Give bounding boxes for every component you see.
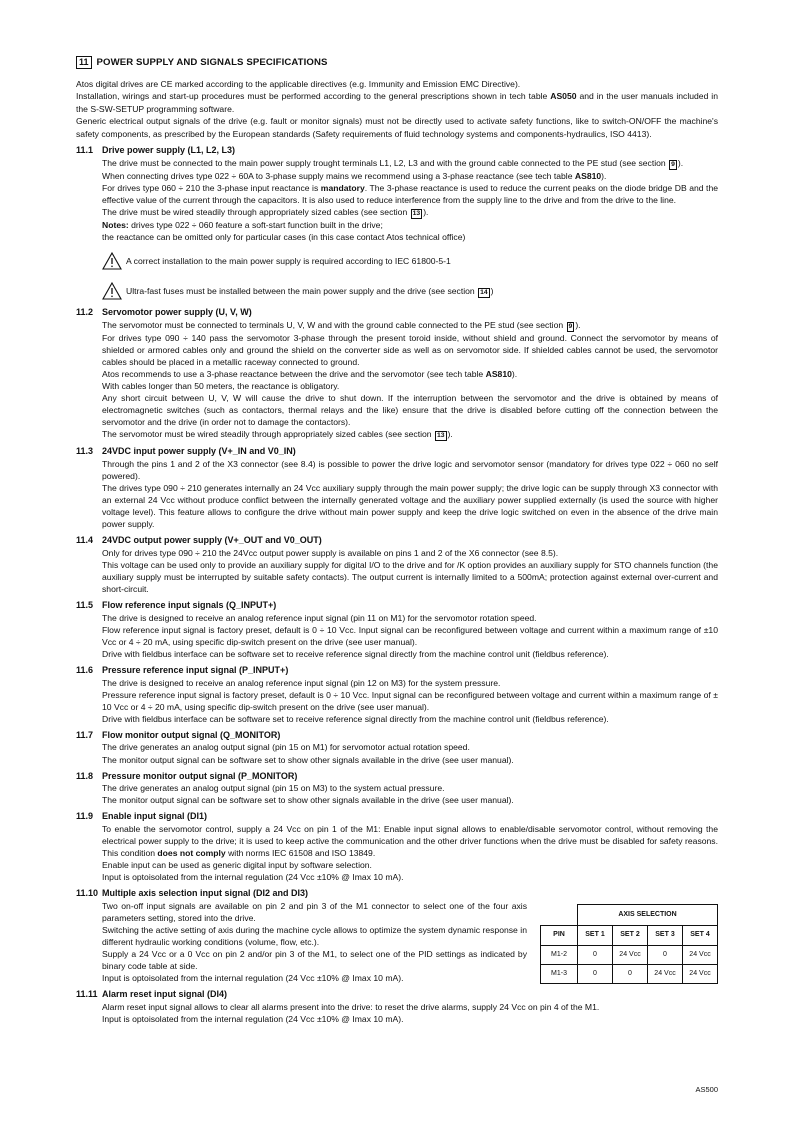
section-11-8 <box>76 770 718 807</box>
intro-text <box>76 78 718 140</box>
subsection-number: 11.3 <box>76 446 94 457</box>
axis-selection-table <box>540 904 718 985</box>
document-page <box>76 56 718 1025</box>
section-11-10 <box>76 887 718 984</box>
paragraph: The drives type 090 ÷ 210 generates internally an 24 Vcc auxiliary supply through the main power supply; the drive logic can be supply through X3 connector with an external 24 Vcc without produce conflict between the internally generated voltage and the auxiliary power supplied externally (is used the source with higher voltage level). This feature allows to configure the drive without main power supply and keep the drive logic switched on even in the absence of the drive main power supply. <box>102 482 718 530</box>
subsection-number: 11.11 <box>76 989 98 1000</box>
intro-line: Generic electrical output signals of the drive (e.g. fault or monitor signals) must not be directly used to activate safety functions, like to switch-ON/OFF the machine's safety components, as prescribed by the European standards (Safety requirements of fluid technology systems and components-hydraulics, ISO 4413). <box>76 116 718 139</box>
section-11-3 <box>76 445 718 530</box>
section-ref-box: 9 <box>671 160 675 168</box>
warning-row <box>102 282 718 300</box>
column-header: SET 2 <box>613 926 648 945</box>
subsection-number: 11.2 <box>76 307 94 317</box>
column-header: SET 4 <box>683 926 718 945</box>
subsection-title: Alarm reset input signal (DI4) <box>102 989 228 1000</box>
table-row <box>541 945 718 964</box>
paragraph: Flow reference input signal is factory preset, default is 0 ÷ 10 Vcc. Input signal can be reconfigured between voltage and current within a maximum range of ±10 Vcc or 4 ÷ 20 mA, using specific dip-switch present on the drive (see user manual). <box>102 624 718 647</box>
section-11-11 <box>76 988 718 1025</box>
warning-text: Ultra-fast fuses must be installed between the main power supply and the drive (see section 14 ) <box>126 285 494 296</box>
subsection-title: Drive power supply (L1, L2, L3) <box>102 145 236 156</box>
section-ref-box: 13 <box>412 209 421 217</box>
table-cell: 24 Vcc <box>613 945 648 964</box>
paragraph: The monitor output signal can be software set to show other signals available in the drive (see user manual). <box>102 795 514 806</box>
paragraph: Enable input can be used as generic digital input by software selection. <box>102 860 372 871</box>
section-11-1 <box>76 144 718 300</box>
section-11-2 <box>76 306 718 441</box>
table-row <box>541 965 718 984</box>
paragraph: Drive with fieldbus interface can be software set to receive reference signal directly from the machine control unit (fieldbus reference). <box>102 713 609 724</box>
paragraph: To enable the servomotor control, supply a 24 Vcc on pin 1 of the M1: Enable input signal allows to enable/disable servomotor control, without removing the electrical power supply to the drive; it is used to keep active the communication and the other driver functions when the drive must be disabled for safety reasons. This condition does not comply with norms IEC 61508 and ISO 13849. <box>102 823 718 858</box>
section-11-7 <box>76 729 718 766</box>
paragraph: Alarm reset input signal allows to clear all alarms present into the drive: to reset the drive alarms, supply 24 Vcc on pin 4 of the M1. <box>102 1001 600 1012</box>
section-ref-box: 13 <box>436 432 445 440</box>
table-cell: M1-2 <box>541 945 578 964</box>
paragraph: Through the pins 1 and 2 of the X3 connector (see 8.4) is possible to power the drive logic and servomotor sensor (mandatory for drives type 022 ÷ 060 no self powered). <box>102 458 718 481</box>
table-cell: 0 <box>648 945 683 964</box>
notes: Notes: drives type 022 ÷ 060 feature a soft-start function built in the drive; <box>102 219 383 230</box>
table-cell: 0 <box>613 965 648 984</box>
footer-code: AS500 <box>695 1085 718 1094</box>
table-cell: 24 Vcc <box>683 965 718 984</box>
paragraph: Pressure reference input signal is factory preset, default is 0 ÷ 10 Vcc. Input signal can be reconfigured between voltage and current within a maximum range of ± 10 Vcc or 4 ÷ 20 mA, using specific dip-switch present on the drive (see user manual). <box>102 689 718 712</box>
subsection-number: 11.10 <box>76 888 99 899</box>
paragraph: This voltage can be used only to provide an auxiliary supply for digital I/O to the drive and for /K option provides an auxiliary supply for STO channels function (the auxiliary supply must be interrupted by suitable safety contacts). The output current is internally limited to a 500mA; protection against external over-current and short-circuit. <box>102 559 718 595</box>
subsection-number: 11.4 <box>76 535 94 546</box>
subsection-number: 11.7 <box>76 729 94 740</box>
paragraph: The drive is designed to receive an analog reference input signal (pin 12 on M3) for the system pressure. <box>102 677 501 688</box>
table-cell: M1-3 <box>541 965 578 984</box>
paragraph: The servomotor must be connected to terminals U, V, W and with the ground cable connected to the PE stud (see section 9 ). <box>102 319 581 330</box>
section-11-5 <box>76 599 718 660</box>
subsection-number: 11.8 <box>76 770 94 781</box>
paragraph: The drive generates an analog output signal (pin 15 on M3) to the system actual pressure. <box>102 783 445 794</box>
paragraph: The servomotor must be wired steadily through appropriately sized cables (see section 13 ). <box>102 429 453 440</box>
warning-text: A correct installation to the main power supply is required according to IEC 61800-5-1 <box>126 255 451 266</box>
paragraph: Two on-off input signals are available on pin 2 and pin 3 of the M1 connector to select one of the four axis parameters setting, stored into the drive. <box>102 900 527 923</box>
subsection-title: Enable input signal (DI1) <box>102 811 208 822</box>
table-cell: 0 <box>578 965 613 984</box>
subsection-title: Servomotor power supply (U, V, W) <box>102 307 252 317</box>
paragraph: The drive must be wired steadily through appropriately sized cables (see section 13 ). <box>102 206 429 217</box>
paragraph: The drive must be connected to the main power supply trought terminals L1, L2, L3 and with the ground cable connected to the PE stud (see section 9 ). <box>102 157 684 168</box>
subsection-number: 11.5 <box>76 600 94 611</box>
paragraph: Atos recommends to use a 3-phase reactance between the drive and the servomotor (see tech table AS810). <box>102 368 518 379</box>
subsection-number: 11.1 <box>76 145 94 156</box>
paragraph: When connecting drives type 022 ÷ 60A to 3-phase supply mains we recommend using a 3-phase reactance (see tech table AS810). <box>102 170 607 181</box>
paragraph: For drives type 060 ÷ 210 the 3-phase input reactance is mandatory. The 3-phase reactance is used to reduce the current peaks on the diode bridge DB and the effective value of the current through the capacitors. It is also used to reduce interference from the supply line to the drive and from the drive to the line. <box>102 182 719 205</box>
table-caption: AXIS SELECTION <box>578 904 718 925</box>
column-header: SET 3 <box>648 926 683 945</box>
subsection-title: Flow monitor output signal (Q_MONITOR) <box>102 729 281 740</box>
section-11-9 <box>76 810 718 883</box>
paragraph: Supply a 24 Vcc or a 0 Vcc on pin 2 and/or pin 3 of the M1, to select one of the PID settings as indicated by binary code table at side. <box>102 949 527 972</box>
intro-line: Installation, wirings and start-up procedures must be performed according to the general prescriptions shown in tech table AS050 and in the user manuals included in the S-SW-SETUP programming software. <box>76 91 718 114</box>
notes: the reactance can be omitted only for particular cases (in this case contact Atos technical office) <box>102 231 466 242</box>
column-header: SET 1 <box>578 926 613 945</box>
paragraph: Input is optoisolated from the internal regulation (24 Vcc ±10% @ Imax 10 mA). <box>102 1014 404 1025</box>
section-header <box>76 56 718 69</box>
subsection-title: 24VDC input power supply (V+_IN and V0_IN) <box>102 446 296 457</box>
paragraph: The drive generates an analog output signal (pin 15 on M1) for servomotor actual rotation speed. <box>102 742 470 753</box>
subsection-title: Multiple axis selection input signal (DI2 and DI3) <box>102 888 309 899</box>
table-cell: 24 Vcc <box>683 945 718 964</box>
paragraph: Input is optoisolated from the internal regulation (24 Vcc ±10% @ Imax 10 mA). <box>102 973 404 984</box>
warning-row <box>102 252 718 270</box>
paragraph: Input is optoisolated from the internal regulation (24 Vcc ±10% @ Imax 10 mA). <box>102 872 404 883</box>
subsection-number: 11.6 <box>76 665 94 676</box>
paragraph: Any short circuit between U, V, W will cause the drive to shut down. If the interruption between the servomotor and the drive is obtained by means of electromagnetic switches (such as contactors, thermal relays and the like) ensure that the drive is disabled before cutting off the connection between the servomotor and the drive (in order not to damage the contactors). <box>102 392 718 428</box>
intro-line: Atos digital drives are CE marked according to the applicable directives (e.g. Immunity and Emission EMC Directive). <box>76 79 521 89</box>
warning-triangle-icon <box>102 282 122 300</box>
table-header-row <box>541 926 718 945</box>
paragraph: Only for drives type 090 ÷ 210 the 24Vcc output power supply is available on pins 1 and 2 of the X6 connector (see 8.5). <box>102 547 559 558</box>
subsection-number: 11.9 <box>76 811 94 822</box>
subsection-title: Flow reference input signals (Q_INPUT+) <box>102 600 277 611</box>
paragraph: Switching the active setting of axis during the machine cycle allows to optimize the system dynamic response in different hydraulic working conditions (volume, flow, etc.). <box>102 924 527 948</box>
paragraph: With cables longer than 50 meters, the reactance is obligatory. <box>102 380 340 391</box>
table-cell: 0 <box>578 945 613 964</box>
section-ref-box: 9 <box>568 322 573 330</box>
table-cell: 24 Vcc <box>648 965 683 984</box>
paragraph: Drive with fieldbus interface can be software set to receive reference signal directly from the machine control unit (fieldbus reference). <box>102 648 609 659</box>
paragraph: For drives type 090 ÷ 140 pass the servomotor 3-phase through the present toroid inside, without shield and ground. Connect the servomotor by means of shielded or armored cables only and ground the shield on the converter side as well as on servomotor side. If shielded cables cannot be used, the servomotor cables should be placed in a metallic raceway connected to ground. <box>102 332 718 367</box>
column-header: PIN <box>541 926 578 945</box>
section-11-4 <box>76 534 718 595</box>
section-11-6 <box>76 664 718 725</box>
section-title: POWER SUPPLY AND SIGNALS SPECIFICATIONS <box>96 57 328 68</box>
subsection-title: 24VDC output power supply (V+_OUT and V0_OUT) <box>102 535 322 546</box>
section-ref-box: 14 <box>480 288 488 296</box>
subsection-title: Pressure monitor output signal (P_MONITOR) <box>102 770 298 781</box>
warning-triangle-icon <box>102 252 122 270</box>
subsection-title: Pressure reference input signal (P_INPUT+) <box>102 665 289 676</box>
paragraph: The drive is designed to receive an analog reference input signal (pin 11 on M1) for the servomotor rotation speed. <box>102 612 537 623</box>
paragraph: The monitor output signal can be software set to show other signals available in the drive (see user manual). <box>102 754 514 765</box>
section-number-box: 11 <box>76 56 92 69</box>
